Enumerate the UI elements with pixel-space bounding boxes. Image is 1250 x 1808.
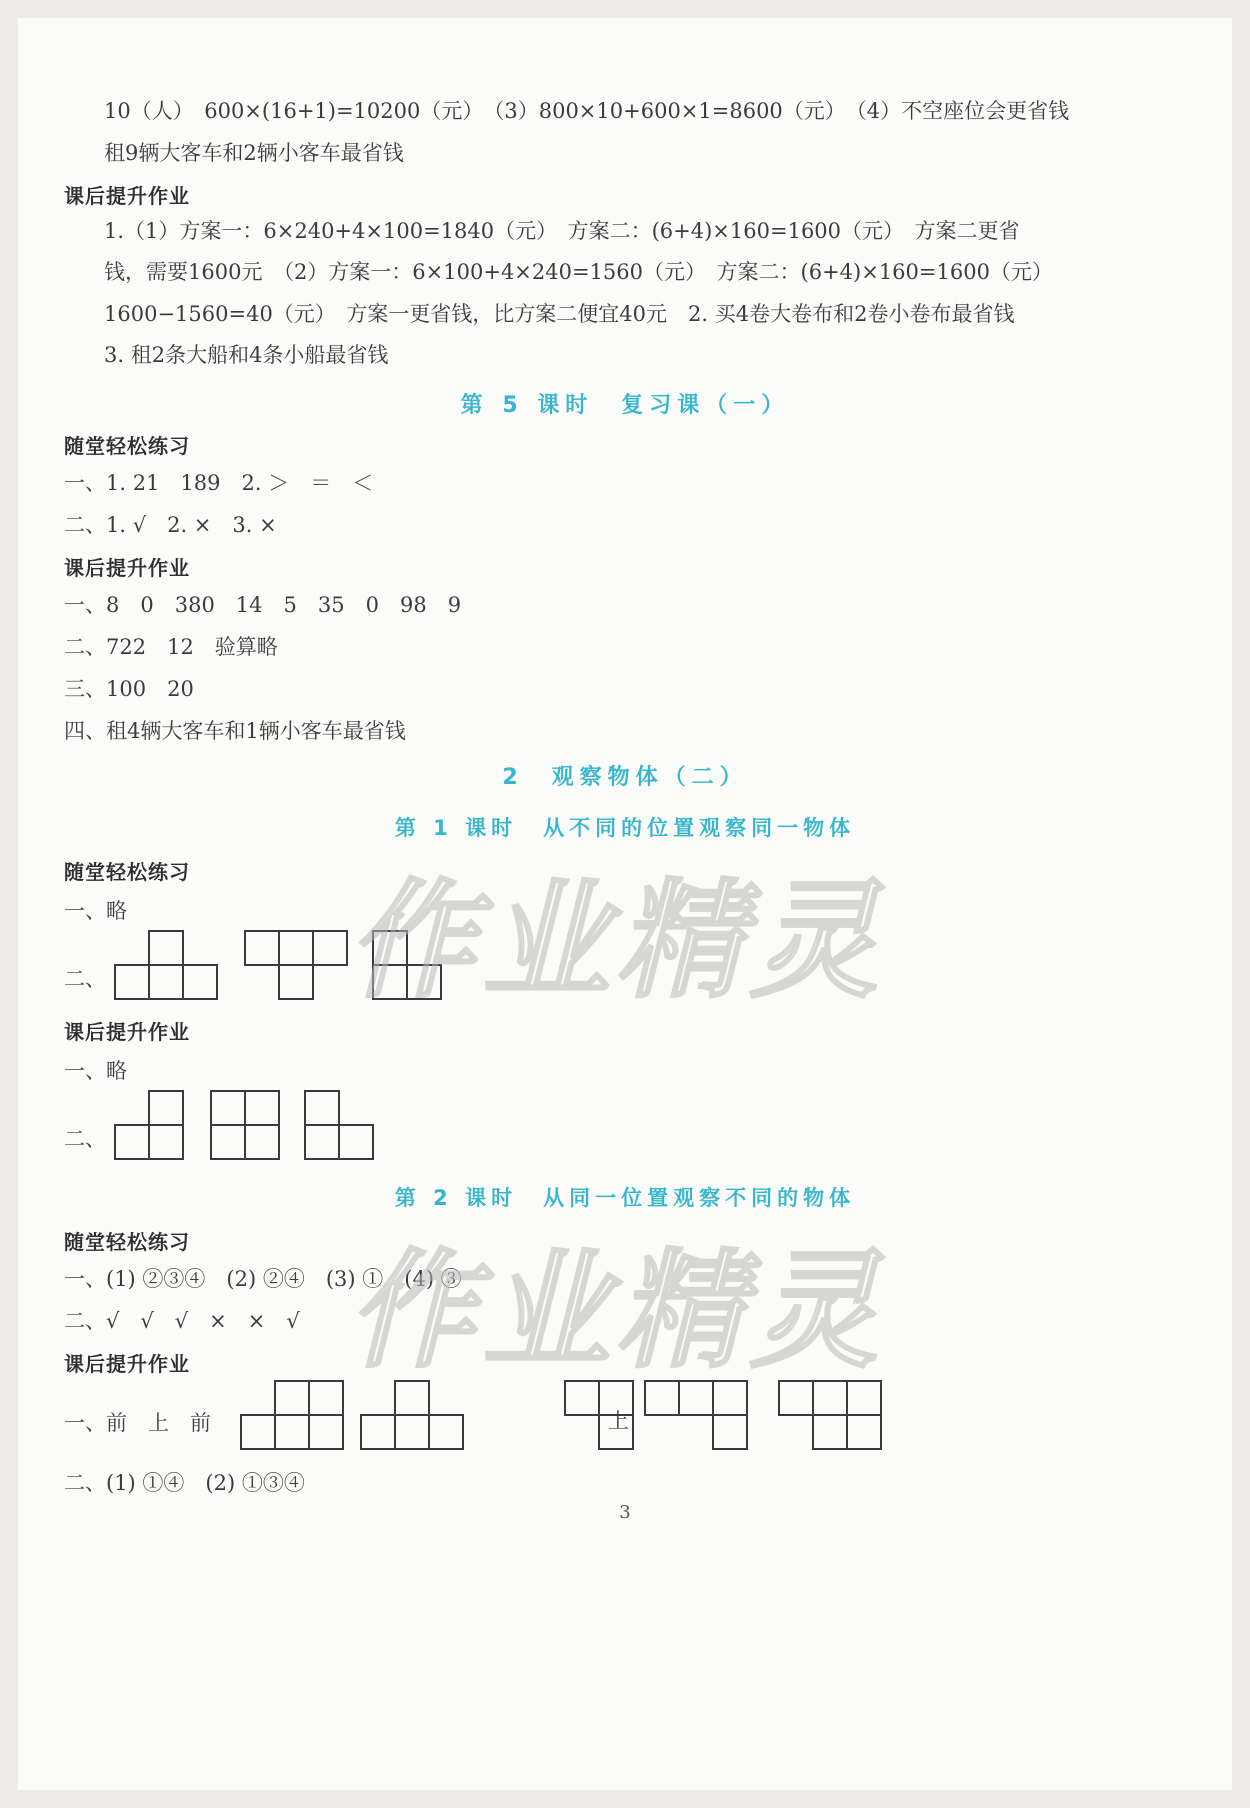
grid-figure-2 bbox=[245, 931, 347, 999]
page bbox=[18, 18, 1232, 1790]
section-heading: 课后提升作业 bbox=[64, 1352, 190, 1376]
grid-figure-8 bbox=[241, 1381, 343, 1449]
page-number: 3 bbox=[619, 1502, 631, 1523]
lesson-1-title: 第 1 课时 从不同的位置观察同一物体 bbox=[394, 816, 856, 840]
answer-line-13: 一、略 bbox=[64, 899, 127, 923]
unit-2-title: 2 观察物体（二） bbox=[502, 765, 748, 790]
watermark: 作业精灵 bbox=[348, 1237, 885, 1386]
answer-line-5: 1600−1560=40（元） 方案一更省钱，比方案二便宜40元 2. 买4卷大卷布和2卷小卷布最省钱 bbox=[104, 302, 1015, 326]
section-heading: 随堂轻松练习 bbox=[64, 1230, 190, 1254]
answer-line-15: 一、略 bbox=[64, 1059, 127, 1083]
answer-line-19: 一、前 上 前 bbox=[64, 1411, 211, 1435]
answer-line-8: 二、1. √ 2. × 3. × bbox=[64, 513, 277, 537]
answer-line-1: 10（人） 600×(16+1)=10200（元） （3）800×10+600×1=8600（元） （4）不空座位会更省钱 bbox=[104, 99, 1070, 123]
section-heading: 随堂轻松练习 bbox=[64, 860, 190, 884]
view-figures-row-2 bbox=[114, 1088, 414, 1160]
answer-line-7: 一、1. 21 189 2. ＞ ＝ ＜ bbox=[64, 471, 374, 495]
grid-figure-4 bbox=[115, 1091, 183, 1159]
lesson-2-title: 第 2 课时 从同一位置观察不同的物体 bbox=[394, 1186, 856, 1210]
answer-line-16: 二、 bbox=[64, 1127, 106, 1151]
answer-line-11: 三、100 20 bbox=[64, 677, 194, 701]
grid-figure-1 bbox=[115, 931, 217, 999]
answer-line-17: 一、(1) ②③④ (2) ②④ (3) ① (4) ③ bbox=[64, 1267, 462, 1291]
watermark: 作业精灵 bbox=[348, 867, 885, 1016]
lesson-5-title: 第 5 课时 复习课（一） bbox=[460, 393, 790, 418]
answer-line-3: 1.（1）方案一：6×240+4×100=1840（元） 方案二：(6+4)×160=1600（元） 方案二更省 bbox=[104, 219, 1020, 243]
answer-line-18: 二、√ √ √ × × √ bbox=[64, 1309, 300, 1333]
answer-line-4: 钱，需要1600元 （2）方案一：6×100+4×240=1560（元） 方案二：(6+4)×160=1600（元） bbox=[104, 260, 1053, 284]
answer-line-12: 四、租4辆大客车和1辆小客车最省钱 bbox=[64, 719, 406, 743]
answer-line-20: 二、(1) ①④ (2) ①③④ bbox=[64, 1471, 305, 1495]
answer-label-top: 上 bbox=[608, 1409, 629, 1433]
section-heading: 课后提升作业 bbox=[64, 556, 190, 580]
section-heading: 课后提升作业 bbox=[64, 1020, 190, 1044]
answer-line-6: 3. 租2条大船和4条小船最省钱 bbox=[104, 343, 389, 367]
answer-line-2: 租9辆大客车和2辆小客车最省钱 bbox=[104, 141, 404, 165]
grid-figure-5 bbox=[211, 1091, 279, 1159]
answer-line-9: 一、8 0 380 14 5 35 0 98 9 bbox=[64, 593, 462, 617]
grid-figure-6 bbox=[305, 1091, 373, 1159]
answer-line-10: 二、722 12 验算略 bbox=[64, 635, 278, 659]
answer-line-14: 二、 bbox=[64, 967, 106, 991]
section-heading: 随堂轻松练习 bbox=[64, 434, 190, 458]
section-heading: 课后提升作业 bbox=[64, 184, 190, 208]
